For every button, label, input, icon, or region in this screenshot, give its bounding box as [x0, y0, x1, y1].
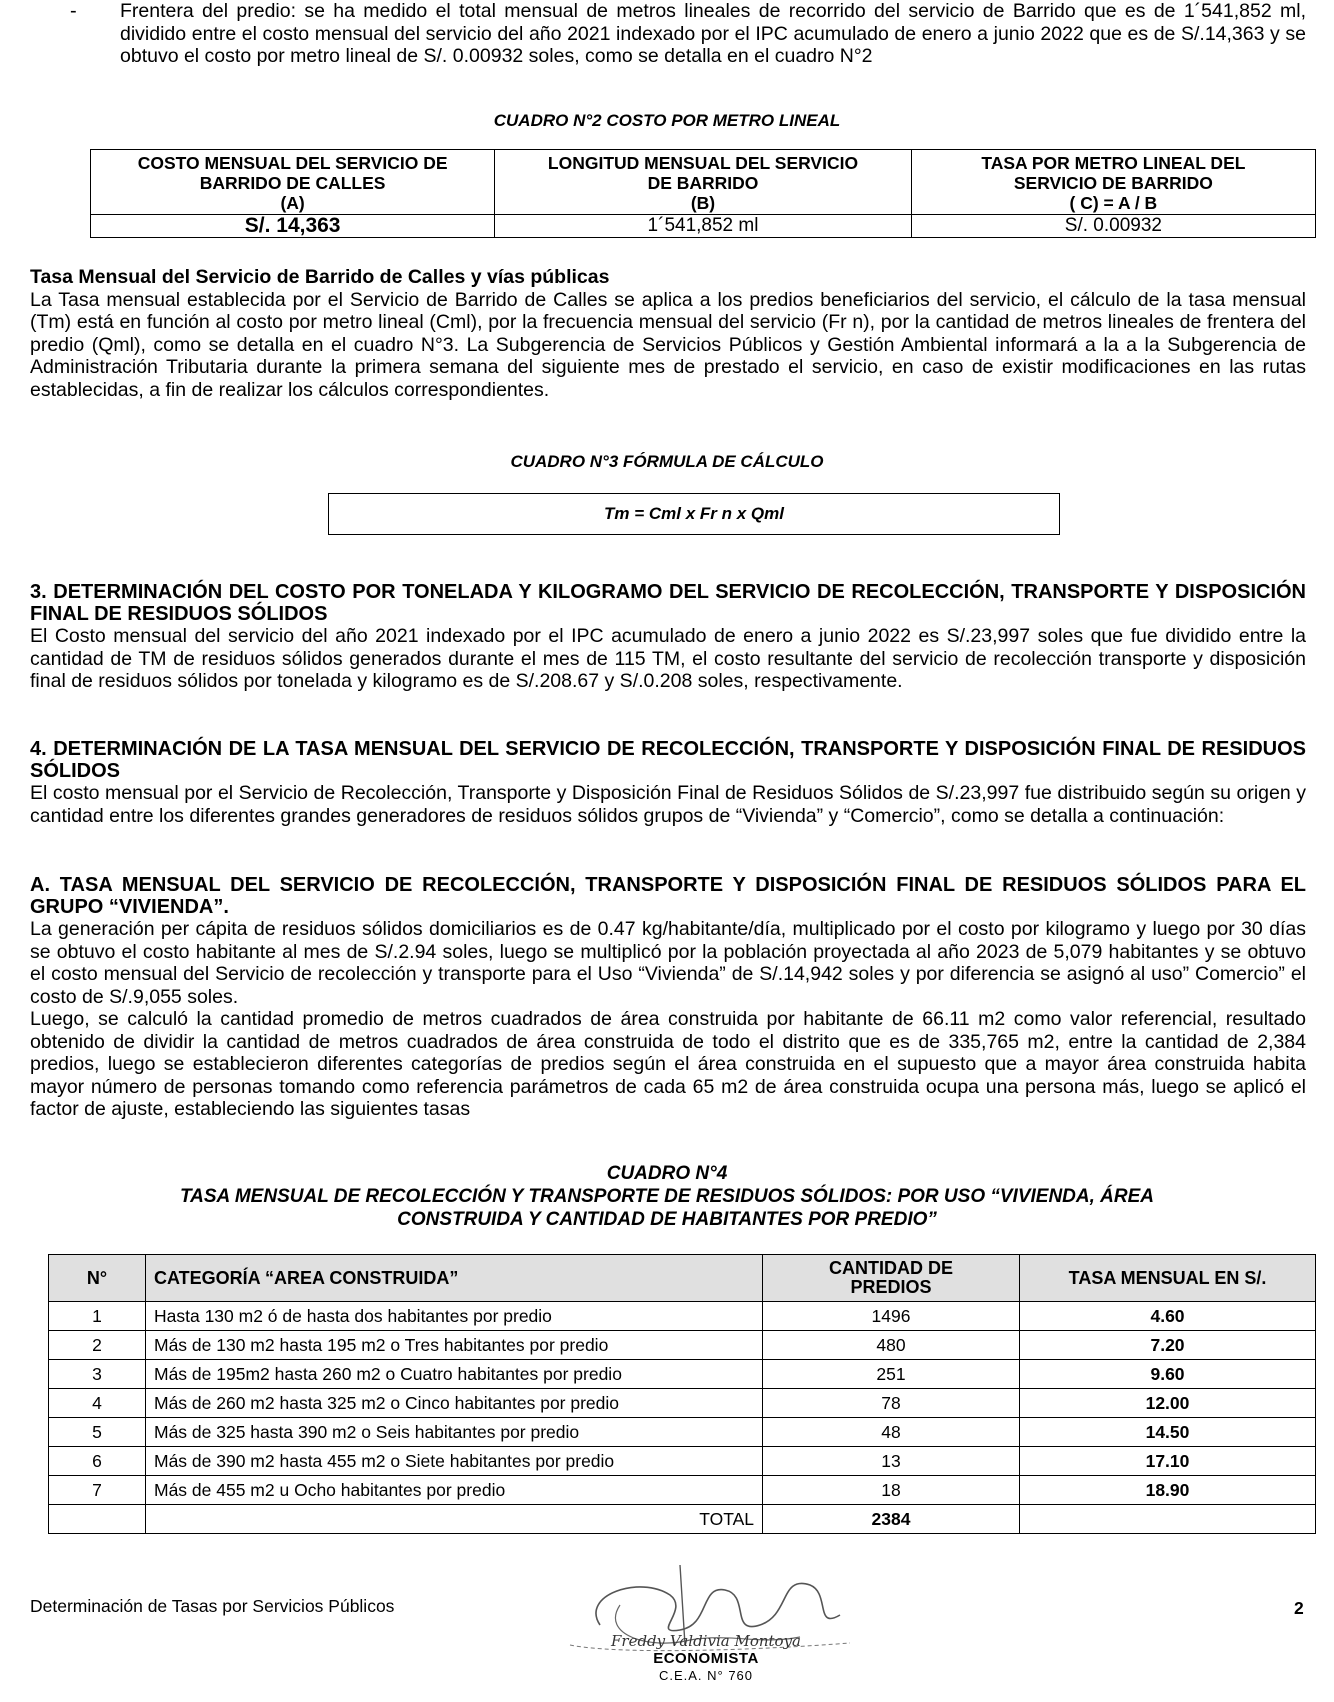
cuadro4-body: [49, 1302, 1316, 1505]
row-category: Más de 260 m2 hasta 325 m2 o Cinco habitantes por predio: [146, 1389, 763, 1418]
section3-heading: 3. DETERMINACIÓN DEL COSTO POR TONELADA Y KILOGRAMO DEL SERVICIO DE RECOLECCIÓN, TRANSPORTE Y DISPOSICIÓN FINAL DE RESIDUOS SÓLIDOS: [30, 581, 1306, 625]
total-value: 2384: [763, 1505, 1020, 1534]
row-number: 2: [49, 1331, 146, 1360]
row-category: Más de 325 hasta 390 m2 o Seis habitantes por predio: [146, 1418, 763, 1447]
row-quantity: 1496: [763, 1302, 1020, 1331]
row-quantity: 251: [763, 1360, 1020, 1389]
row-number: 4: [49, 1389, 146, 1418]
table-row: [49, 1389, 1316, 1418]
cuadro4-header-row: [49, 1255, 1316, 1302]
cuadro2-header-c: [911, 150, 1315, 215]
row-category: Hasta 130 m2 ó de hasta dos habitantes por predio: [146, 1302, 763, 1331]
formula-text: Tm = Cml x Fr n x Qml: [604, 504, 784, 523]
col-header-category: CATEGORÍA “AREA CONSTRUIDA”: [146, 1255, 763, 1302]
header-line: SERVICIO DE BARRIDO: [1013, 173, 1213, 193]
table-row: [49, 1302, 1316, 1331]
cuadro4-subtitle-2: CONSTRUIDA Y CANTIDAD DE HABITANTES POR PREDIO”: [397, 1209, 937, 1230]
cuadro4-title: CUADRO N°4: [606, 1163, 728, 1184]
section3: [30, 581, 1306, 693]
cuadro3-title: CUADRO N°3 FÓRMULA DE CÁLCULO: [510, 452, 824, 471]
table-row: [49, 1447, 1316, 1476]
header-line: (B): [690, 193, 716, 213]
header-line: BARRIDO DE CALLES: [199, 173, 386, 193]
formula-box: [328, 493, 1060, 535]
tasa-barrido-section: [30, 266, 1306, 401]
sectionA-heading: A. TASA MENSUAL DEL SERVICIO DE RECOLECCIÓN, TRANSPORTE Y DISPOSICIÓN FINAL DE RESIDUOS SÓLIDOS PARA EL GRUPO “VIVIENDA”.: [30, 874, 1306, 918]
cuadro2-header-b: [495, 150, 912, 215]
row-rate: 9.60: [1020, 1360, 1316, 1389]
header-line: LONGITUD MENSUAL DEL SERVICIO: [547, 153, 859, 173]
sectionA: [30, 874, 1306, 1121]
header-line: DE BARRIDO: [647, 173, 759, 193]
row-number: 3: [49, 1360, 146, 1389]
section4: [30, 738, 1306, 827]
total-row: [49, 1505, 1316, 1534]
row-rate: 17.10: [1020, 1447, 1316, 1476]
cuadro2-table: [90, 149, 1316, 238]
cuadro2-header-a: [91, 150, 495, 215]
row-rate: 14.50: [1020, 1418, 1316, 1447]
section4-text: El costo mensual por el Servicio de Recolección, Transporte y Disposición Final de Residuos Sólidos de S/.23,997 fue distribuido según su origen y cantidad entre los diferentes grandes generadores de residuos sólidos grupos de “Vivienda” y “Comercio”, como se detalla a continuación:: [30, 782, 1306, 827]
row-number: 5: [49, 1418, 146, 1447]
cuadro2-value-row: [91, 215, 1316, 238]
cuadro2-value-c: S/. 0.00932: [911, 215, 1315, 238]
row-quantity: 18: [763, 1476, 1020, 1505]
cuadro4-table: [48, 1254, 1316, 1534]
row-category: Más de 455 m2 u Ocho habitantes por predio: [146, 1476, 763, 1505]
bullet-marker: -: [70, 0, 77, 22]
page-number: 2: [1294, 1598, 1304, 1618]
header-line: COSTO MENSUAL DEL SERVICIO DE: [137, 153, 448, 173]
signature-name: Freddy Valdivia Montoya: [610, 1632, 801, 1650]
header-line: PREDIOS: [850, 1277, 932, 1297]
section3-text: El Costo mensual del servicio del año 2021 indexado por el IPC acumulado de enero a junio 2022 es S/.23,997 soles que fue dividido entre la cantidad de TM de residuos sólidos generados durante el mes de 115 TM, el costo resultante del servicio de recolección transporte y disposición final de residuos sólidos por tonelada y kilogramo es de S/.208.67 y S/.0.208 soles, respectivamente.: [30, 625, 1306, 692]
col-header-rate: TASA MENSUAL EN S/.: [1020, 1255, 1316, 1302]
row-quantity: 48: [763, 1418, 1020, 1447]
header-line: TASA POR METRO LINEAL DEL: [981, 153, 1246, 173]
row-category: Más de 390 m2 hasta 455 m2 o Siete habitantes por predio: [146, 1447, 763, 1476]
cuadro2-header-row: [91, 150, 1316, 215]
total-empty-cell: [49, 1505, 146, 1534]
row-rate: 18.90: [1020, 1476, 1316, 1505]
header-line: ( C) = A / B: [1069, 193, 1158, 213]
cuadro2-value-b: 1´541,852 ml: [495, 215, 912, 238]
col-header-qty: [763, 1255, 1020, 1302]
row-number: 1: [49, 1302, 146, 1331]
intro-section: [0, 0, 1334, 90]
signature-registration: C.E.A. N° 760: [658, 1668, 754, 1683]
row-rate: 7.20: [1020, 1331, 1316, 1360]
header-line: CANTIDAD DE: [829, 1258, 953, 1278]
table-row: [49, 1360, 1316, 1389]
tasa-barrido-text: La Tasa mensual establecida por el Servicio de Barrido de Calles se aplica a los predios beneficiarios del servicio, el cálculo de la tasa mensual (Tm) está en función al costo por metro lineal (Cml), por la frecuencia mensual del servicio (Fr n), por la cantidad de metros lineales de frentera del predio (Qml), como se detalla en el cuadro N°3. La Subgerencia de Servicios Públicos y Gestión Ambiental informará a la a la Subgerencia de Administración Tributaria durante la primera semana del siguiente mes de prestado el servicio, en caso de existir modificaciones en las rutas establecidas, a fin de realizar los cálculos correspondientes.: [30, 288, 1306, 401]
sectionA-text2: Luego, se calculó la cantidad promedio de metros cuadrados de área construida por habitante de 66.11 m2 como valor referencial, resultado obtenido de dividir la cantidad de metros cuadrados de área construida de todo el distrito que es de 335,765 m2, entre la cantidad de 2,384 predios, luego se establecieron diferentes categorías de predios según el área construida en el supuesto que a mayor área construida habita mayor número de personas tomando como referencia parámetros de cada 65 m2 de área construida ocupa una persona más, luego se aplicó el factor de ajuste, estableciendo las siguientes tasas: [30, 1008, 1306, 1120]
total-label: TOTAL: [146, 1505, 763, 1534]
table-row: [49, 1418, 1316, 1447]
row-rate: 12.00: [1020, 1389, 1316, 1418]
sectionA-text1: La generación per cápita de residuos sólidos domiciliarios es de 0.47 kg/habitante/día, multiplicado por el costo por kilogramo y luego por 30 días se obtuvo el costo habitante al mes de S/.2.94 soles, luego se multiplicó por la población proyectada al año 2023 de 5,079 habitantes y se obtuvo el costo mensual del Servicio de recolección y transporte para el Uso “Vivienda” de S/.14,942 soles y por diferencia se asignó al uso” Comercio” el costo de S/.9,055 soles.: [30, 918, 1306, 1008]
cuadro4-subtitle-1: TASA MENSUAL DE RECOLECCIÓN Y TRANSPORTE DE RESIDUOS SÓLIDOS: POR USO “VIVIENDA, ÁREA: [179, 1186, 1155, 1207]
row-rate: 4.60: [1020, 1302, 1316, 1331]
tasa-barrido-heading: Tasa Mensual del Servicio de Barrido de Calles y vías públicas: [30, 266, 610, 288]
cuadro2-value-a: S/. 14,363: [91, 215, 495, 238]
section4-heading: 4. DETERMINACIÓN DE LA TASA MENSUAL DEL SERVICIO DE RECOLECCIÓN, TRANSPORTE Y DISPOSICIÓN FINAL DE RESIDUOS SÓLIDOS: [30, 738, 1306, 782]
intro-paragraph: Frentera del predio: se ha medido el total mensual de metros lineales de recorrido del servicio de Barrido que es de 1´541,852 ml, dividido entre el costo mensual del servicio del año 2021 indexado por el IPC acumulado de enero a junio 2022 que es de S/.14,363 y se obtuvo el costo por metro lineal de S/. 0.00932 soles, como se detalla en el cuadro N°2: [120, 0, 1306, 67]
row-category: Más de 195m2 hasta 260 m2 o Cuatro habitantes por predio: [146, 1360, 763, 1389]
row-category: Más de 130 m2 hasta 195 m2 o Tres habitantes por predio: [146, 1331, 763, 1360]
row-quantity: 480: [763, 1331, 1020, 1360]
footer-title: Determinación de Tasas por Servicios Públicos: [30, 1596, 395, 1616]
row-quantity: 78: [763, 1389, 1020, 1418]
row-quantity: 13: [763, 1447, 1020, 1476]
cuadro2-title: CUADRO N°2 COSTO POR METRO LINEAL: [493, 111, 841, 130]
table-row: [49, 1331, 1316, 1360]
table-row: [49, 1476, 1316, 1505]
row-number: 6: [49, 1447, 146, 1476]
col-header-num: N°: [49, 1255, 146, 1302]
header-line: (A): [280, 193, 305, 213]
signature-title: ECONOMISTA: [653, 1650, 759, 1667]
row-number: 7: [49, 1476, 146, 1505]
total-empty-cell: [1020, 1505, 1316, 1534]
